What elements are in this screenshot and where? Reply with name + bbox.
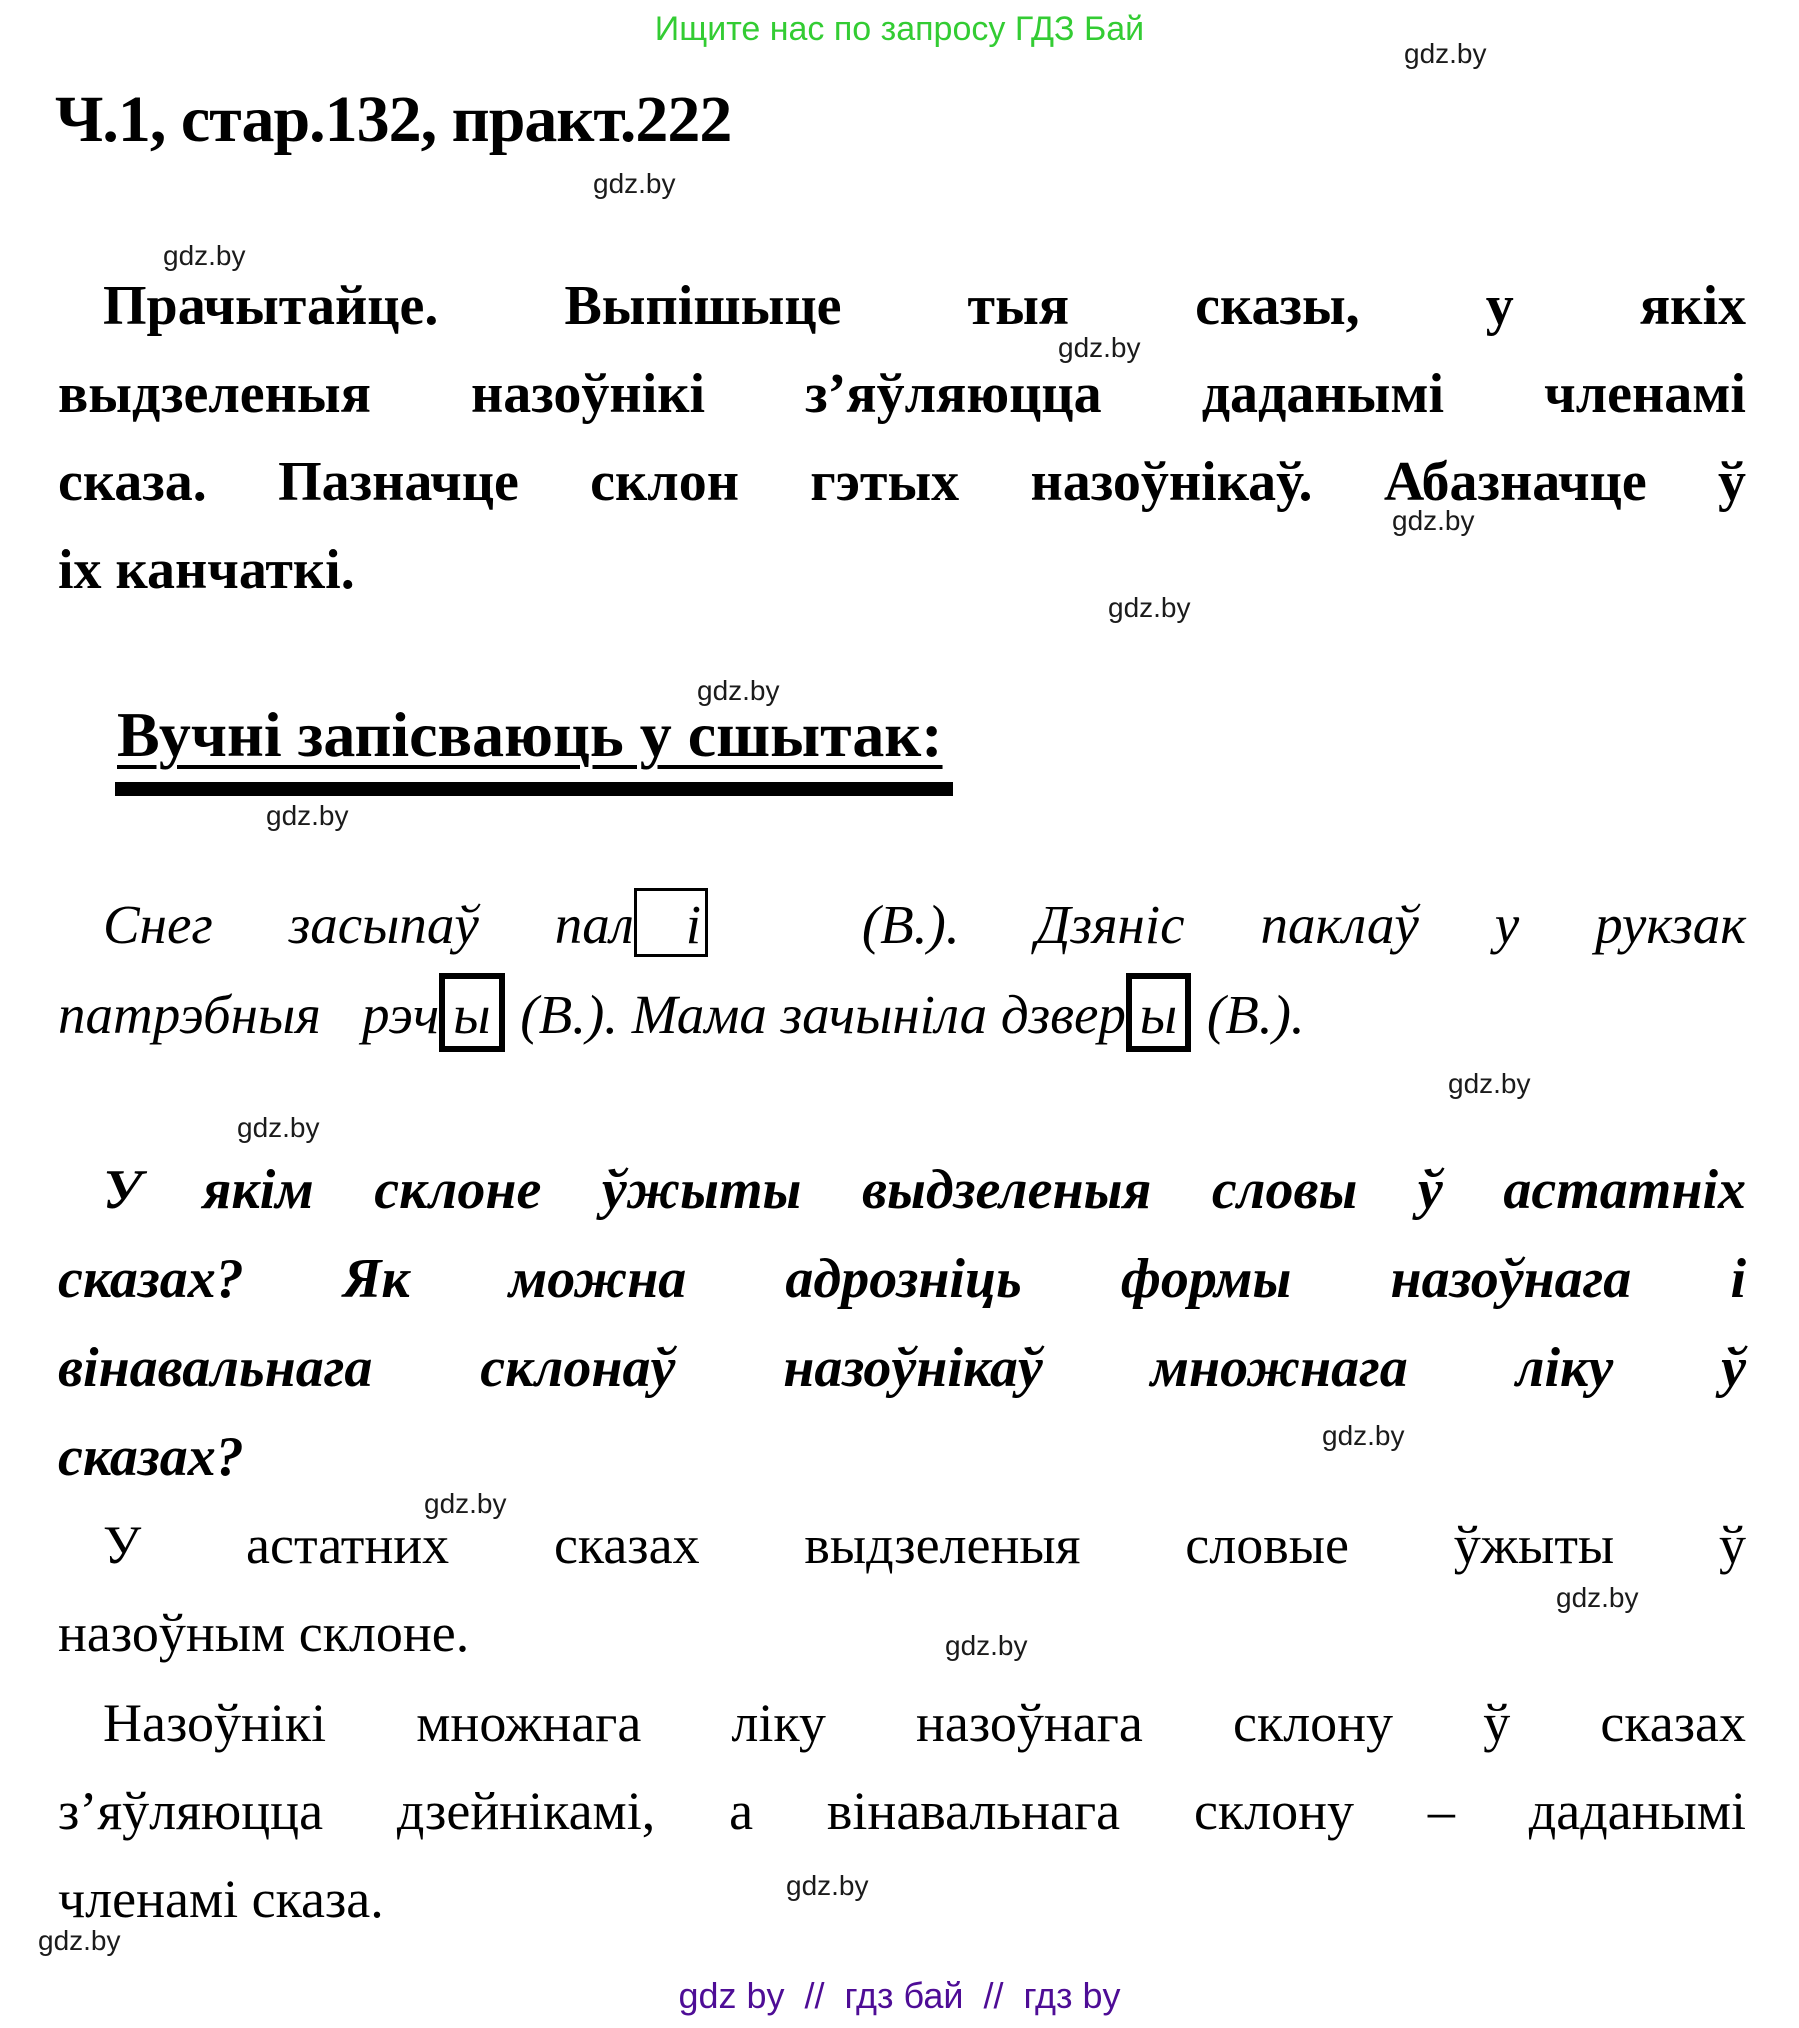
boxed-ending: і [634, 888, 708, 957]
gdz-watermark: gdz.by [38, 1925, 121, 1956]
question-line: вінавальнага склонаў назоўнікаў множнага ліку ў [58, 1337, 1746, 1399]
answer-paragraph-1 [58, 1501, 1746, 1677]
section-heading-text: Вучні запісваюць у сшытак: [115, 698, 953, 796]
gdz-watermark: gdz.by [786, 1870, 869, 1901]
answer-line: У астатних сказах выдзеленыя словые ўжыты ў [103, 1515, 1746, 1575]
task-paragraph [58, 262, 1746, 614]
answer-sentences [58, 880, 1746, 1060]
gdz-watermark: gdz.by [1556, 1582, 1639, 1613]
sentence-line [58, 880, 1746, 970]
gdz-watermark: gdz.by [593, 168, 676, 199]
gdz-watermark: gdz.by [1404, 38, 1487, 69]
gdz-watermark: gdz.by [424, 1488, 507, 1519]
sentence-text: (В.). [1193, 984, 1305, 1045]
task-line: іх канчаткі. [58, 539, 355, 601]
gdz-watermark: gdz.by [163, 240, 246, 271]
promo-banner: Ищите нас по запросу ГДЗ Бай [654, 10, 1145, 48]
sentence-line [58, 970, 1746, 1060]
gdz-watermark: gdz.by [697, 675, 780, 706]
gdz-watermark: gdz.by [1058, 332, 1141, 363]
gdz-watermark: gdz.by [1322, 1420, 1405, 1451]
footer-branding: gdz by // гдз бай // гдз by [678, 1975, 1121, 2016]
task-line: Прачытайце. Выпішыце тыя сказы, у якіх [103, 275, 1746, 337]
gdz-watermark: gdz.by [1448, 1068, 1531, 1099]
gdz-watermark: gdz.by [237, 1112, 320, 1143]
question-line: сказах? [58, 1426, 244, 1488]
section-heading [115, 698, 953, 796]
sentence-text: (В.). Мама зачыніла дзвер [506, 984, 1126, 1045]
sentence-text: патрэбныя рэч [58, 984, 440, 1045]
boxed-ending: ы [1126, 973, 1191, 1052]
gdz-watermark: gdz.by [945, 1630, 1028, 1661]
answer-paragraph-2 [58, 1679, 1746, 1943]
gdz-watermark: gdz.by [1108, 592, 1191, 623]
answer-line: Назоўнікі множнага ліку назоўнага склону ў сказах [103, 1693, 1746, 1753]
task-line: выдзеленыя назоўнікі з’яўляюцца даданымі членамі [58, 363, 1746, 425]
task-line: сказа. Пазначце склон гэтых назоўнікаў. Абазначце ў [58, 451, 1746, 513]
exercise-title: Ч.1, стар.132, практ.222 [55, 83, 732, 156]
answer-line: з’яўляюцца дзейнікамі, а вінавальнага склону – даданымі [58, 1781, 1746, 1841]
sentence-text: (В.). Дзяніс паклаў у рукзак [710, 894, 1746, 955]
sentence-text: Снег засыпаў пал [103, 894, 634, 955]
question-paragraph [58, 1146, 1746, 1502]
answer-line: членамі сказа. [58, 1869, 384, 1929]
question-line: У якім склоне ўжыты выдзеленыя словы ў астатніх [103, 1159, 1746, 1221]
gdz-watermark: gdz.by [1392, 505, 1475, 536]
answer-line: назоўным склоне. [58, 1603, 470, 1663]
boxed-ending: ы [439, 973, 504, 1052]
gdz-watermark: gdz.by [266, 800, 349, 831]
question-line: сказах? Як можна адрозніць формы назоўнага і [58, 1248, 1746, 1310]
